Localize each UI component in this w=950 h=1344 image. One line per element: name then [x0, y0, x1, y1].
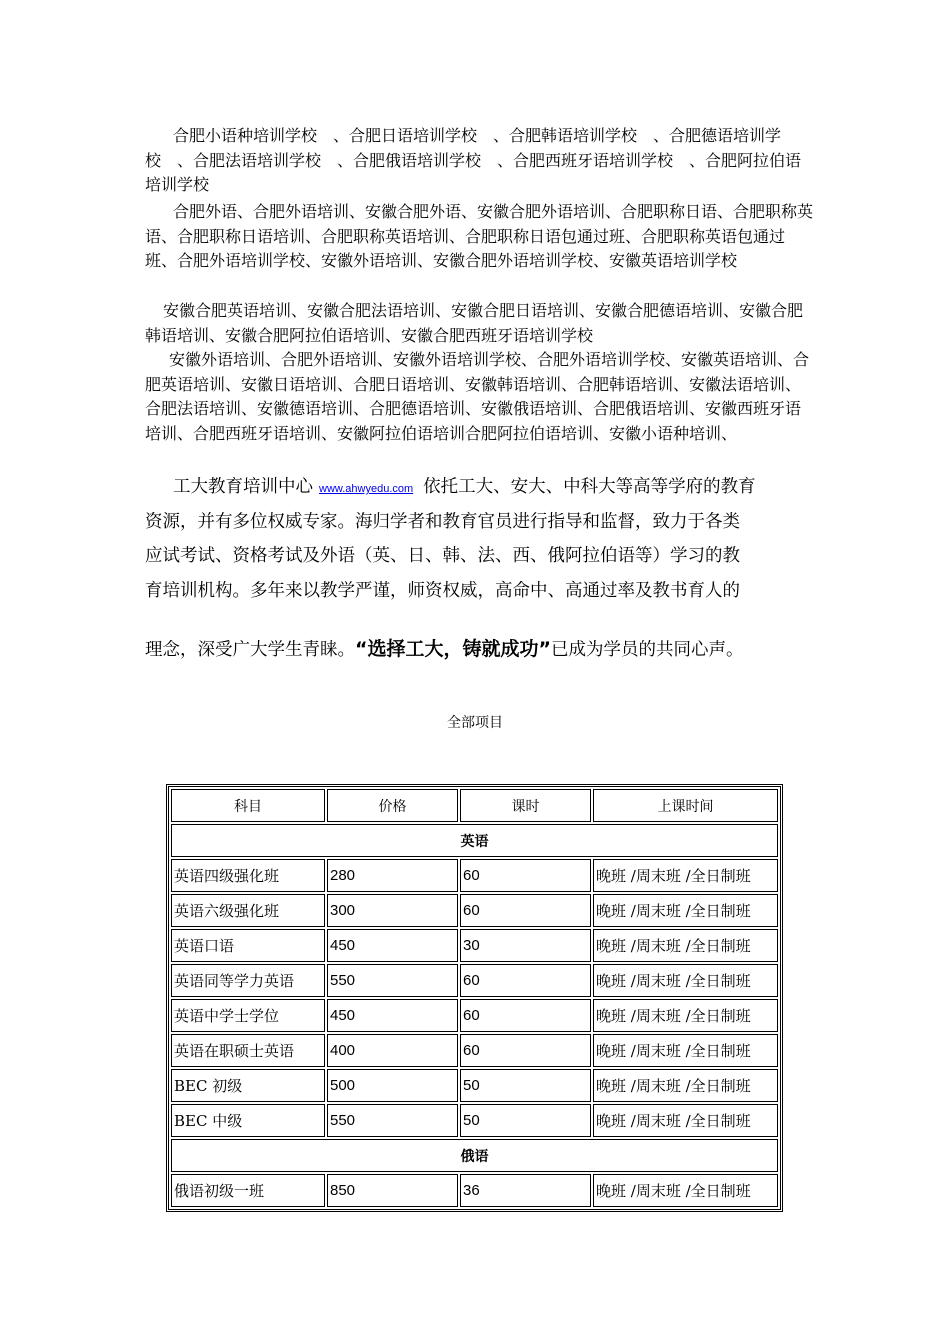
cell-time: 晚班 /周末班 /全日制班 — [593, 964, 778, 997]
section-title: 英语 — [171, 824, 778, 857]
intro-line-3: 应试考试、资格考试及外语（英、日、韩、法、西、俄阿拉伯语等）学习的教 — [145, 546, 740, 566]
cell-price: 280 — [327, 859, 458, 892]
slogan: “选择工大，铸就成功” — [355, 638, 551, 660]
intro-last-text: 理念，深受广大学生青睐。 — [145, 640, 355, 660]
keyword-paragraph-1: 合肥小语种培训学校 、合肥日语培训学校 、合肥韩语培训学校 、合肥德语培训学校 、合肥法语培训学校 、合肥俄语培训学校 、合肥西班牙语培训学校 、合肥阿拉伯语培训学校 — [145, 126, 802, 194]
cell-subject: 英语口语 — [171, 929, 325, 962]
table-row — [171, 859, 778, 892]
intro-last-end: 已成为学员的共同心声。 — [550, 640, 744, 660]
cell-time: 晚班 /周末班 /全日制班 — [593, 999, 778, 1032]
intro-line-4: 育培训机构。多年来以教学严谨，师资权威，高命中、高通过率及教书育人的 — [145, 580, 740, 601]
intro-line-1-text: 依托工大、安大、中科大等高等学府的教育 — [423, 477, 756, 497]
section-row-russian — [171, 1139, 778, 1172]
cell-price: 550 — [327, 1104, 458, 1137]
cell-subject: BEC 初级 — [171, 1069, 325, 1102]
cell-subject: 俄语初级一班 — [171, 1174, 325, 1207]
cell-hours: 60 — [460, 894, 591, 927]
table-row — [171, 1069, 778, 1102]
cell-price: 450 — [327, 929, 458, 962]
cell-subject: 英语中学士学位 — [171, 999, 325, 1032]
intro-org-name: 工大教育培训中心 — [173, 477, 313, 497]
section-subtitle: 全部项目 — [447, 715, 503, 731]
cell-time: 晚班 /周末班 /全日制班 — [593, 929, 778, 962]
keyword-paragraph-2: 合肥外语、合肥外语培训、安徽合肥外语、安徽合肥外语培训、合肥职称日语、合肥职称英语、合肥职称日语培训、合肥职称英语培训、合肥职称日语包通过班、合肥职称英语包通过班、合肥外语培训学校、安徽外语培训、安徽合肥外语培训学校、安徽英语培训学校 — [145, 202, 814, 270]
section-title: 俄语 — [171, 1139, 778, 1172]
cell-subject: 英语在职硕士英语 — [171, 1034, 325, 1067]
table-row — [171, 894, 778, 927]
cell-subject: 英语四级强化班 — [171, 859, 325, 892]
table-row — [171, 964, 778, 997]
cell-price: 400 — [327, 1034, 458, 1067]
table-row — [171, 1034, 778, 1067]
intro-paragraph — [145, 470, 813, 608]
table-row — [171, 1104, 778, 1137]
table-header-row — [171, 789, 778, 822]
table-row — [171, 999, 778, 1032]
cell-hours: 50 — [460, 1069, 591, 1102]
cell-subject: 英语六级强化班 — [171, 894, 325, 927]
header-subject: 科目 — [171, 789, 325, 822]
cell-hours: 60 — [460, 999, 591, 1032]
cell-time: 晚班 /周末班 /全日制班 — [593, 1104, 778, 1137]
table-row — [171, 1174, 778, 1207]
section-row-english — [171, 824, 778, 857]
cell-time: 晚班 /周末班 /全日制班 — [593, 1069, 778, 1102]
keyword-paragraph-3: 安徽合肥英语培训、安徽合肥法语培训、安徽合肥日语培训、安徽合肥德语培训、安徽合肥韩语培训、安徽合肥阿拉伯语培训、安徽合肥西班牙语培训学校 — [145, 301, 804, 345]
course-table — [168, 786, 781, 1210]
intro-last-line — [145, 632, 743, 667]
cell-price: 300 — [327, 894, 458, 927]
cell-time: 晚班 /周末班 /全日制班 — [593, 894, 778, 927]
cell-time: 晚班 /周末班 /全日制班 — [593, 1174, 778, 1207]
cell-price: 550 — [327, 964, 458, 997]
cell-subject: BEC 中级 — [171, 1104, 325, 1137]
cell-price: 500 — [327, 1069, 458, 1102]
cell-hours: 50 — [460, 1104, 591, 1137]
website-link[interactable]: www.ahwyedu.com — [319, 483, 414, 495]
intro-line-1 — [145, 470, 813, 505]
table-row — [171, 929, 778, 962]
cell-hours: 30 — [460, 929, 591, 962]
keyword-paragraph-4: 安徽外语培训、合肥外语培训、安徽外语培训学校、合肥外语培训学校、安徽英语培训、合肥英语培训、安徽日语培训、合肥日语培训、安徽韩语培训、合肥韩语培训、安徽法语培训、合肥法语培训、安徽德语培训、合肥德语培训、安徽俄语培训、合肥俄语培训、安徽西班牙语培训、合肥西班牙语培训、安徽阿拉伯语培训合肥阿拉伯语培训、安徽小语种培训、 — [145, 350, 810, 443]
cell-hours: 36 — [460, 1174, 591, 1207]
cell-price: 450 — [327, 999, 458, 1032]
cell-hours: 60 — [460, 964, 591, 997]
cell-hours: 60 — [460, 1034, 591, 1067]
cell-time: 晚班 /周末班 /全日制班 — [593, 1034, 778, 1067]
header-hours: 课时 — [460, 789, 591, 822]
header-time: 上课时间 — [593, 789, 778, 822]
cell-subject: 英语同等学力英语 — [171, 964, 325, 997]
intro-line-2: 资源，并有多位权威专家。海归学者和教育官员进行指导和监督，致力于各类 — [145, 511, 740, 532]
cell-time: 晚班 /周末班 /全日制班 — [593, 859, 778, 892]
cell-price: 850 — [327, 1174, 458, 1207]
header-price: 价格 — [327, 789, 458, 822]
cell-hours: 60 — [460, 859, 591, 892]
